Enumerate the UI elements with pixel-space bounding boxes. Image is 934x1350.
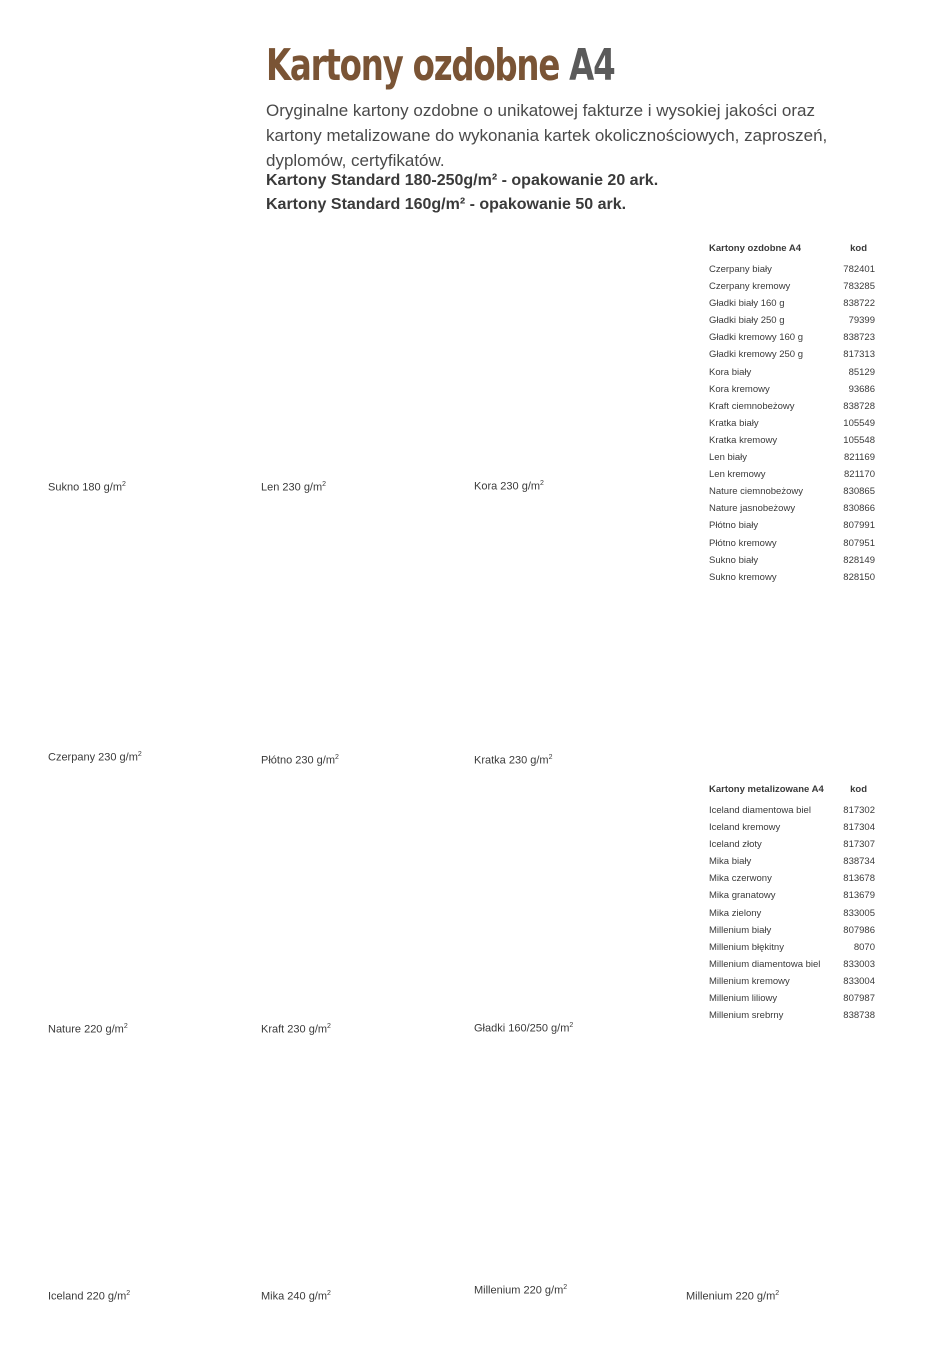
caption-iceland: Iceland 220 $g/m^2$ <box>48 1290 131 1303</box>
row-name: Gładki biały 160 g <box>709 298 785 310</box>
row-name: Czerpany biały <box>709 264 772 275</box>
row-code: 807991 <box>843 520 875 532</box>
table-row <box>708 315 888 332</box>
row-name: Kora kremowy <box>709 383 770 395</box>
caption-czerpany: Czerpany 230 $g/m^2$ <box>48 751 142 764</box>
row-name: Mika zielony <box>709 907 762 919</box>
row-name: Millenium liliowy <box>709 993 778 1005</box>
intro-paragraph: Oryginalne kartony ozdobne o unikatowej fakturze i wysokiej jakości oraz kartony metalizowane do wykonania kartek okolicznościowych, zaproszeń, dyplomów, certyfikatów. <box>266 101 828 170</box>
row-name: Płótno biały <box>709 520 759 532</box>
table-header <box>708 784 888 805</box>
row-code: 79399 <box>848 315 875 327</box>
table-row <box>708 993 888 1010</box>
row-code: 833004 <box>843 975 875 987</box>
row-name: Kora biały <box>709 366 752 378</box>
row-code: 838734 <box>843 856 875 868</box>
row-name: Millenium diamentowa biel <box>709 958 821 970</box>
row-code: 93686 <box>848 383 875 395</box>
table-row <box>708 281 888 298</box>
table-row <box>708 332 888 349</box>
table-row <box>708 805 888 822</box>
page-title <box>266 40 614 92</box>
row-code: 833003 <box>843 958 875 970</box>
caption-kratka: Kratka 230 $g/m^2$ <box>474 754 553 767</box>
row-name: Nature jasnobeżowy <box>709 503 796 515</box>
row-code: 807987 <box>843 993 875 1005</box>
row-code: 817307 <box>843 839 875 851</box>
table-row <box>708 572 888 589</box>
table-row <box>708 839 888 856</box>
row-code: 783285 <box>843 281 875 293</box>
row-code: 830865 <box>843 486 875 498</box>
row-code: 85129 <box>848 366 875 378</box>
row-name: Gładki biały 250 g <box>709 315 785 327</box>
table-row <box>708 976 888 993</box>
row-code: 830866 <box>843 503 875 515</box>
table-row <box>708 555 888 572</box>
table-row <box>708 298 888 315</box>
standard-line-1: Kartony Standard 180-250g/m² - opakowanie 20 ark. <box>266 172 659 189</box>
table-row <box>708 435 888 452</box>
table-row <box>708 384 888 401</box>
table-row <box>708 401 888 418</box>
row-name: Gładki kremowy 160 g <box>709 332 803 344</box>
row-code: 838728 <box>843 400 875 412</box>
row-name: Iceland kremowy <box>709 822 781 834</box>
caption-kraft: Kraft 230 $g/m^2$ <box>261 1023 331 1036</box>
row-code: 817302 <box>843 805 875 816</box>
row-code: 833005 <box>843 907 875 919</box>
row-name: Kratka biały <box>709 417 759 429</box>
row-name: Millenium kremowy <box>709 975 790 987</box>
row-name: Iceland diamentowa biel <box>709 805 811 816</box>
table-row <box>708 367 888 384</box>
caption-sukno: Sukno 180 $g/m^2$ <box>48 481 126 494</box>
table-row <box>708 469 888 486</box>
caption-gladki: Gładki 160/250 $g/m^2$ <box>474 1022 574 1035</box>
row-code: 828150 <box>843 571 875 583</box>
caption-millenium-2: Millenium 220 $g/m^2$ <box>686 1290 780 1303</box>
row-code: 817304 <box>843 822 875 834</box>
row-name: Płótno kremowy <box>709 537 777 549</box>
table-header-name: Kartony ozdobne A4 <box>709 243 802 254</box>
row-name: Millenium biały <box>709 924 772 936</box>
row-code: 782401 <box>843 264 875 275</box>
table-row <box>708 890 888 907</box>
table-row <box>708 349 888 366</box>
row-code: 838738 <box>843 1010 875 1022</box>
table-row <box>708 873 888 890</box>
row-name: Sukno biały <box>709 554 759 566</box>
table-row <box>708 925 888 942</box>
caption-nature: Nature 220 $g/m^2$ <box>48 1023 128 1036</box>
table-header-name: Kartony metalizowane A4 <box>709 784 824 795</box>
row-name: Mika czerwony <box>709 873 772 885</box>
row-code: 821169 <box>844 452 875 464</box>
table-row <box>708 856 888 873</box>
row-name: Millenium błękitny <box>709 941 784 953</box>
row-code: 813679 <box>843 890 875 902</box>
row-code: 838723 <box>843 332 875 344</box>
row-code: 813678 <box>843 873 875 885</box>
table-row <box>708 503 888 520</box>
table-header-code: kod <box>850 784 867 795</box>
table-row <box>708 520 888 537</box>
table-row <box>708 452 888 469</box>
row-code: 828149 <box>843 554 875 566</box>
table-metalizowane <box>708 784 888 1027</box>
caption-len: Len 230 $g/m^2$ <box>261 481 327 494</box>
row-code: 817313 <box>843 349 875 361</box>
row-name: Iceland złoty <box>709 839 762 851</box>
row-name: Len kremowy <box>709 469 766 481</box>
row-name: Sukno kremowy <box>709 571 777 583</box>
table-row <box>708 264 888 281</box>
table-row <box>708 538 888 555</box>
row-name: Millenium srebrny <box>709 1010 784 1022</box>
row-code: 807986 <box>843 924 875 936</box>
table-row <box>708 942 888 959</box>
table-row <box>708 959 888 976</box>
row-code: 821170 <box>844 469 875 481</box>
caption-millenium-1: Millenium 220 $g/m^2$ <box>474 1284 568 1297</box>
caption-mika: Mika 240 $g/m^2$ <box>261 1290 331 1303</box>
table-row <box>708 908 888 925</box>
row-name: Len biały <box>709 452 748 464</box>
row-name: Kraft ciemnobeżowy <box>709 400 795 412</box>
table-row <box>708 486 888 503</box>
page-title-suffix: A4 <box>569 40 615 91</box>
row-name: Gładki kremowy 250 g <box>709 349 803 361</box>
row-code: 105548 <box>843 434 875 446</box>
caption-kora: Kora 230 $g/m^2$ <box>474 480 544 493</box>
table-row <box>708 822 888 839</box>
row-name: Nature ciemnobeżowy <box>709 486 803 498</box>
caption-plotno: Płótno 230 $g/m^2$ <box>261 754 339 767</box>
table-row <box>708 1010 888 1027</box>
table-row <box>708 418 888 435</box>
row-code: 8070 <box>853 941 875 953</box>
table-header-code: kod <box>850 243 867 254</box>
row-name: Mika biały <box>709 856 752 868</box>
row-name: Kratka kremowy <box>709 434 778 446</box>
table-ozdobne <box>708 243 888 589</box>
row-code: 807951 <box>843 537 875 549</box>
page-title-main: Kartony ozdobne <box>266 40 560 91</box>
row-code: 105549 <box>843 417 875 429</box>
standard-line-2: Kartony Standard 160g/m² - opakowanie 50 ark. <box>266 196 627 213</box>
row-code: 838722 <box>843 298 875 310</box>
row-name: Czerpany kremowy <box>709 281 791 293</box>
row-name: Mika granatowy <box>709 890 776 902</box>
table-header <box>708 243 888 264</box>
